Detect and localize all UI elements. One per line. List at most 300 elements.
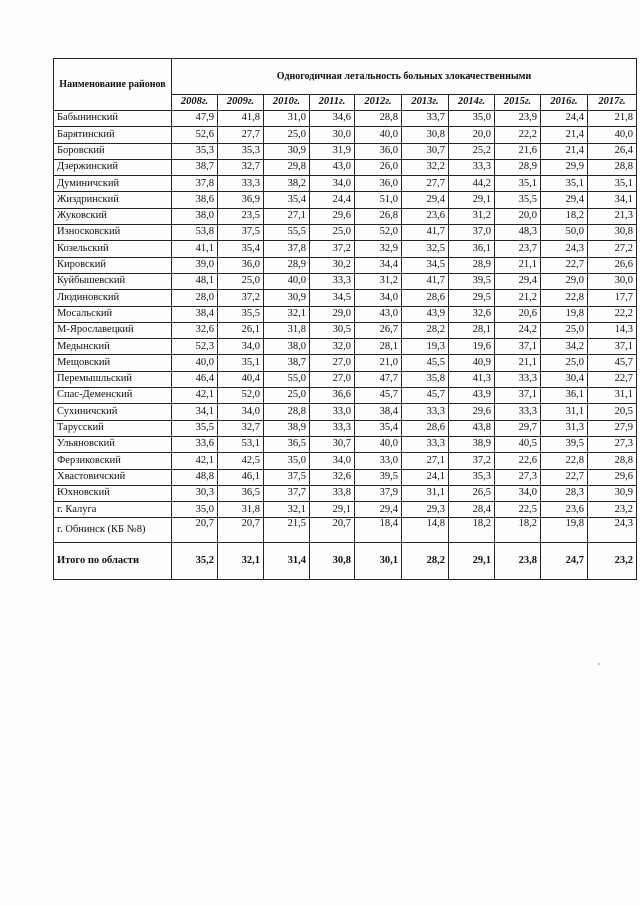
- district-name: Износковский: [54, 225, 172, 241]
- mortality-value: 30,1: [355, 543, 402, 580]
- mortality-value: 21,0: [355, 355, 402, 371]
- mortality-value: 30,0: [588, 273, 637, 289]
- mortality-value: 32,6: [310, 469, 355, 485]
- mortality-value: 41,8: [218, 111, 264, 127]
- mortality-value: 25,0: [541, 322, 588, 338]
- table-row: [54, 388, 637, 404]
- mortality-value: 33,3: [402, 404, 449, 420]
- mortality-value: 14,8: [402, 518, 449, 543]
- table-row: [54, 225, 637, 241]
- mortality-value: 33,3: [495, 371, 541, 387]
- mortality-value: 29,1: [449, 192, 495, 208]
- scan-speck: [598, 663, 600, 665]
- mortality-value: 31,1: [541, 404, 588, 420]
- mortality-value: 45,7: [402, 388, 449, 404]
- mortality-value: 32,2: [402, 159, 449, 175]
- mortality-value: 45,5: [402, 355, 449, 371]
- mortality-value: 31,9: [310, 143, 355, 159]
- mortality-value: 31,2: [355, 273, 402, 289]
- mortality-value: 28,2: [402, 322, 449, 338]
- mortality-value: 34,2: [541, 339, 588, 355]
- mortality-value: 37,0: [449, 225, 495, 241]
- column-header-district: Наименование районов: [54, 59, 172, 111]
- mortality-value: 48,1: [172, 273, 218, 289]
- mortality-value: 39,5: [355, 469, 402, 485]
- mortality-value: 23,2: [588, 502, 637, 518]
- mortality-value: 42,5: [218, 453, 264, 469]
- mortality-value: 43,0: [310, 159, 355, 175]
- mortality-value: 35,1: [495, 176, 541, 192]
- mortality-value: 34,0: [310, 176, 355, 192]
- mortality-value: 37,1: [495, 388, 541, 404]
- mortality-value: 25,2: [449, 143, 495, 159]
- mortality-value: 33,3: [310, 420, 355, 436]
- mortality-value: 37,2: [449, 453, 495, 469]
- district-name: Боровский: [54, 143, 172, 159]
- mortality-value: 22,2: [495, 127, 541, 143]
- mortality-value: 25,0: [310, 225, 355, 241]
- mortality-value: 34,0: [310, 453, 355, 469]
- district-name: Перемышльский: [54, 371, 172, 387]
- mortality-value: 41,7: [402, 225, 449, 241]
- mortality-value: 27,7: [218, 127, 264, 143]
- mortality-value: 22,5: [495, 502, 541, 518]
- mortality-value: 28,1: [355, 339, 402, 355]
- table-row: [54, 208, 637, 224]
- mortality-value: 31,4: [264, 543, 310, 580]
- mortality-value: 32,9: [355, 241, 402, 257]
- year-header: 2012г.: [355, 95, 402, 111]
- table-row: [54, 502, 637, 518]
- mortality-value: 36,5: [264, 436, 310, 452]
- mortality-value: 34,0: [218, 404, 264, 420]
- table-row: [54, 143, 637, 159]
- table-body: [54, 111, 637, 580]
- mortality-value: 27,1: [402, 453, 449, 469]
- mortality-value: 19,6: [449, 339, 495, 355]
- year-header: 2010г.: [264, 95, 310, 111]
- mortality-value: 31,1: [588, 388, 637, 404]
- table-row: [54, 306, 637, 322]
- mortality-value: 37,9: [355, 485, 402, 501]
- mortality-value: 48,8: [172, 469, 218, 485]
- mortality-value: 33,3: [402, 436, 449, 452]
- mortality-value: 33,8: [310, 485, 355, 501]
- mortality-value: 29,4: [355, 502, 402, 518]
- mortality-value: 29,1: [310, 502, 355, 518]
- mortality-value: 34,1: [588, 192, 637, 208]
- mortality-value: 32,7: [218, 159, 264, 175]
- mortality-value: 30,3: [172, 485, 218, 501]
- mortality-value: 20,0: [449, 127, 495, 143]
- mortality-value: 32,1: [218, 543, 264, 580]
- mortality-value: 55,0: [264, 371, 310, 387]
- mortality-value: 28,0: [172, 290, 218, 306]
- mortality-value: 33,3: [218, 176, 264, 192]
- total-row: [54, 543, 637, 580]
- mortality-value: 31,3: [541, 420, 588, 436]
- mortality-value: 24,1: [402, 469, 449, 485]
- mortality-value: 50,0: [541, 225, 588, 241]
- mortality-value: 38,4: [172, 306, 218, 322]
- year-header: 2016г.: [541, 95, 588, 111]
- table-row: [54, 518, 637, 543]
- mortality-value: 35,2: [172, 543, 218, 580]
- mortality-value: 52,0: [355, 225, 402, 241]
- mortality-value: 29,6: [310, 208, 355, 224]
- district-name: Тарусский: [54, 420, 172, 436]
- mortality-value: 35,4: [218, 241, 264, 257]
- mortality-value: 26,8: [355, 208, 402, 224]
- mortality-value: 35,3: [218, 143, 264, 159]
- district-name: Итого по области: [54, 543, 172, 580]
- mortality-value: 24,3: [541, 241, 588, 257]
- mortality-value: 28,8: [588, 159, 637, 175]
- mortality-value: 29,4: [541, 192, 588, 208]
- district-name: Ульяновский: [54, 436, 172, 452]
- mortality-value: 24,2: [495, 322, 541, 338]
- mortality-value: 29,3: [402, 502, 449, 518]
- district-name: Думиничский: [54, 176, 172, 192]
- district-name: Сухиничский: [54, 404, 172, 420]
- mortality-value: 34,0: [355, 290, 402, 306]
- mortality-value: 35,4: [264, 192, 310, 208]
- mortality-value: 21,4: [541, 127, 588, 143]
- mortality-value: 38,6: [172, 192, 218, 208]
- mortality-value: 35,0: [264, 453, 310, 469]
- mortality-value: 32,0: [310, 339, 355, 355]
- mortality-value: 32,6: [172, 322, 218, 338]
- mortality-value: 27,0: [310, 355, 355, 371]
- mortality-value: 40,0: [355, 436, 402, 452]
- mortality-value: 34,0: [218, 339, 264, 355]
- mortality-value: 27,2: [588, 241, 637, 257]
- mortality-value: 33,6: [172, 436, 218, 452]
- mortality-value: 19,8: [541, 518, 588, 543]
- mortality-value: 29,0: [541, 273, 588, 289]
- mortality-value: 38,2: [264, 176, 310, 192]
- mortality-value: 18,4: [355, 518, 402, 543]
- mortality-value: 32,7: [218, 420, 264, 436]
- district-name: Козельский: [54, 241, 172, 257]
- mortality-value: 38,7: [264, 355, 310, 371]
- mortality-value: 39,5: [449, 273, 495, 289]
- mortality-value: 23,5: [218, 208, 264, 224]
- mortality-value: 34,0: [495, 485, 541, 501]
- district-name: Юхновский: [54, 485, 172, 501]
- mortality-value: 30,9: [588, 485, 637, 501]
- mortality-value: 30,8: [310, 543, 355, 580]
- mortality-value: 36,1: [449, 241, 495, 257]
- mortality-value: 52,6: [172, 127, 218, 143]
- mortality-value: 36,1: [541, 388, 588, 404]
- table-row: [54, 241, 637, 257]
- mortality-value: 23,9: [495, 111, 541, 127]
- mortality-value: 35,1: [541, 176, 588, 192]
- mortality-value: 29,5: [449, 290, 495, 306]
- table-row: [54, 436, 637, 452]
- table-row: [54, 453, 637, 469]
- mortality-value: 26,1: [218, 322, 264, 338]
- mortality-value: 30,9: [264, 290, 310, 306]
- mortality-value: 23,2: [588, 543, 637, 580]
- mortality-value: 20,7: [310, 518, 355, 543]
- mortality-value: 35,5: [495, 192, 541, 208]
- mortality-value: 19,3: [402, 339, 449, 355]
- mortality-value: 42,1: [172, 453, 218, 469]
- mortality-value: 37,5: [218, 225, 264, 241]
- mortality-value: 46,4: [172, 371, 218, 387]
- mortality-value: 19,8: [541, 306, 588, 322]
- mortality-value: 20,6: [495, 306, 541, 322]
- district-name: Куйбышевский: [54, 273, 172, 289]
- table-row: [54, 159, 637, 175]
- mortality-value: 27,0: [310, 371, 355, 387]
- mortality-value: 18,2: [449, 518, 495, 543]
- mortality-value: 23,6: [541, 502, 588, 518]
- mortality-value: 30,8: [588, 225, 637, 241]
- year-header: 2008г.: [172, 95, 218, 111]
- mortality-value: 39,0: [172, 257, 218, 273]
- mortality-value: 29,4: [402, 192, 449, 208]
- table-row: [54, 355, 637, 371]
- district-name: Хвастовичский: [54, 469, 172, 485]
- mortality-value: 21,2: [495, 290, 541, 306]
- mortality-value: 40,5: [495, 436, 541, 452]
- district-name: Жуковский: [54, 208, 172, 224]
- mortality-value: 28,6: [402, 290, 449, 306]
- mortality-value: 36,0: [355, 176, 402, 192]
- year-header: 2014г.: [449, 95, 495, 111]
- mortality-value: 25,0: [218, 273, 264, 289]
- mortality-value: 35,3: [449, 469, 495, 485]
- mortality-value: 40,4: [218, 371, 264, 387]
- mortality-value: 28,9: [264, 257, 310, 273]
- mortality-value: 34,1: [172, 404, 218, 420]
- mortality-value: 26,7: [355, 322, 402, 338]
- mortality-value: 52,0: [218, 388, 264, 404]
- table-row: [54, 339, 637, 355]
- mortality-value: 24,3: [588, 518, 637, 543]
- year-header: 2013г.: [402, 95, 449, 111]
- mortality-value: 33,3: [495, 404, 541, 420]
- mortality-value: 21,3: [588, 208, 637, 224]
- table-row: [54, 127, 637, 143]
- header-row: [54, 59, 637, 95]
- mortality-value: 43,9: [402, 306, 449, 322]
- table-row: [54, 485, 637, 501]
- mortality-value: 38,9: [449, 436, 495, 452]
- mortality-value: 35,3: [172, 143, 218, 159]
- mortality-value: 36,0: [218, 257, 264, 273]
- mortality-value: 18,2: [495, 518, 541, 543]
- mortality-value: 53,8: [172, 225, 218, 241]
- mortality-value: 36,6: [310, 388, 355, 404]
- mortality-value: 30,8: [402, 127, 449, 143]
- mortality-value: 29,6: [588, 469, 637, 485]
- mortality-value: 44,2: [449, 176, 495, 192]
- mortality-value: 37,1: [495, 339, 541, 355]
- mortality-value: 31,2: [449, 208, 495, 224]
- district-name: Кировский: [54, 257, 172, 273]
- mortality-value: 47,9: [172, 111, 218, 127]
- table-row: [54, 469, 637, 485]
- mortality-value: 37,2: [310, 241, 355, 257]
- mortality-value: 55,5: [264, 225, 310, 241]
- mortality-value: 39,5: [541, 436, 588, 452]
- mortality-value: 35,4: [355, 420, 402, 436]
- district-name: Барятинский: [54, 127, 172, 143]
- mortality-value: 26,5: [449, 485, 495, 501]
- mortality-value: 29,6: [449, 404, 495, 420]
- table-row: [54, 420, 637, 436]
- mortality-value: 51,0: [355, 192, 402, 208]
- mortality-value: 48,3: [495, 225, 541, 241]
- mortality-value: 14,3: [588, 322, 637, 338]
- mortality-value: 21,4: [541, 143, 588, 159]
- mortality-value: 28,1: [449, 322, 495, 338]
- district-name: Мосальский: [54, 306, 172, 322]
- mortality-value: 20,5: [588, 404, 637, 420]
- mortality-value: 29,0: [310, 306, 355, 322]
- mortality-value: 30,2: [310, 257, 355, 273]
- district-name: г. Калуга: [54, 502, 172, 518]
- district-name: Спас-Деменский: [54, 388, 172, 404]
- mortality-value: 38,4: [355, 404, 402, 420]
- table-row: [54, 192, 637, 208]
- mortality-value: 43,0: [355, 306, 402, 322]
- mortality-value: 28,9: [495, 159, 541, 175]
- mortality-value: 30,5: [310, 322, 355, 338]
- district-name: Жиздринский: [54, 192, 172, 208]
- mortality-value: 27,1: [264, 208, 310, 224]
- district-name: Людиновский: [54, 290, 172, 306]
- mortality-value: 23,6: [402, 208, 449, 224]
- mortality-value: 40,0: [355, 127, 402, 143]
- mortality-value: 30,4: [541, 371, 588, 387]
- mortality-value: 37,8: [172, 176, 218, 192]
- mortality-value: 30,0: [310, 127, 355, 143]
- mortality-value: 32,6: [449, 306, 495, 322]
- mortality-value: 41,3: [449, 371, 495, 387]
- mortality-value: 20,7: [172, 518, 218, 543]
- mortality-value: 25,0: [264, 388, 310, 404]
- mortality-value: 29,8: [264, 159, 310, 175]
- mortality-value: 38,7: [172, 159, 218, 175]
- mortality-value: 28,2: [402, 543, 449, 580]
- mortality-value: 36,5: [218, 485, 264, 501]
- mortality-value: 30,7: [310, 436, 355, 452]
- mortality-value: 34,5: [402, 257, 449, 273]
- mortality-value: 30,9: [264, 143, 310, 159]
- table-row: [54, 257, 637, 273]
- mortality-value: 17,7: [588, 290, 637, 306]
- mortality-value: 28,8: [588, 453, 637, 469]
- mortality-value: 37,7: [264, 485, 310, 501]
- mortality-value: 32,5: [402, 241, 449, 257]
- mortality-value: 40,9: [449, 355, 495, 371]
- mortality-value: 46,1: [218, 469, 264, 485]
- mortality-value: 28,8: [264, 404, 310, 420]
- mortality-value: 34,6: [310, 111, 355, 127]
- table-row: [54, 371, 637, 387]
- mortality-value: 43,9: [449, 388, 495, 404]
- mortality-value: 33,0: [310, 404, 355, 420]
- district-name: Ферзиковский: [54, 453, 172, 469]
- mortality-value: 27,3: [495, 469, 541, 485]
- mortality-value: 37,2: [218, 290, 264, 306]
- mortality-value: 40,0: [588, 127, 637, 143]
- mortality-value: 25,0: [264, 127, 310, 143]
- mortality-value: 22,2: [588, 306, 637, 322]
- column-header-group: Одногодичная летальность больных злокачественными: [172, 59, 637, 95]
- mortality-value: 21,5: [264, 518, 310, 543]
- mortality-value: 28,8: [355, 111, 402, 127]
- mortality-value: 33,7: [402, 111, 449, 127]
- mortality-value: 23,7: [495, 241, 541, 257]
- mortality-value: 18,2: [541, 208, 588, 224]
- mortality-value: 24,4: [310, 192, 355, 208]
- mortality-value: 37,8: [264, 241, 310, 257]
- mortality-value: 32,1: [264, 502, 310, 518]
- mortality-value: 35,0: [172, 502, 218, 518]
- table-row: [54, 176, 637, 192]
- mortality-value: 25,0: [541, 355, 588, 371]
- mortality-value: 38,9: [264, 420, 310, 436]
- mortality-value: 21,8: [588, 111, 637, 127]
- mortality-value: 30,7: [402, 143, 449, 159]
- district-name: г. Обнинск (КБ №8): [54, 518, 172, 543]
- mortality-value: 31,0: [264, 111, 310, 127]
- mortality-value: 47,7: [355, 371, 402, 387]
- mortality-value: 35,5: [172, 420, 218, 436]
- mortality-value: 21,1: [495, 257, 541, 273]
- mortality-value: 24,7: [541, 543, 588, 580]
- mortality-value: 29,7: [495, 420, 541, 436]
- year-header: 2015г.: [495, 95, 541, 111]
- mortality-value: 22,7: [541, 469, 588, 485]
- mortality-value: 31,8: [218, 502, 264, 518]
- mortality-value: 28,3: [541, 485, 588, 501]
- district-name: Медынский: [54, 339, 172, 355]
- mortality-value: 29,9: [541, 159, 588, 175]
- mortality-value: 20,7: [218, 518, 264, 543]
- table-row: [54, 404, 637, 420]
- mortality-value: 35,1: [218, 355, 264, 371]
- table-row: [54, 273, 637, 289]
- mortality-value: 20,0: [495, 208, 541, 224]
- mortality-value: 29,1: [449, 543, 495, 580]
- mortality-value: 21,6: [495, 143, 541, 159]
- mortality-value: 26,4: [588, 143, 637, 159]
- mortality-value: 35,8: [402, 371, 449, 387]
- mortality-value: 35,0: [449, 111, 495, 127]
- mortality-value: 22,8: [541, 290, 588, 306]
- year-header: 2017г.: [588, 95, 637, 111]
- mortality-value: 38,0: [172, 208, 218, 224]
- year-header: 2009г.: [218, 95, 264, 111]
- mortality-value: 26,0: [355, 159, 402, 175]
- mortality-value: 45,7: [588, 355, 637, 371]
- table-row: [54, 322, 637, 338]
- mortality-value: 33,3: [310, 273, 355, 289]
- mortality-value: 27,7: [402, 176, 449, 192]
- mortality-value: 41,1: [172, 241, 218, 257]
- mortality-value: 41,7: [402, 273, 449, 289]
- mortality-value: 22,8: [541, 453, 588, 469]
- year-header: 2011г.: [310, 95, 355, 111]
- mortality-value: 43,8: [449, 420, 495, 436]
